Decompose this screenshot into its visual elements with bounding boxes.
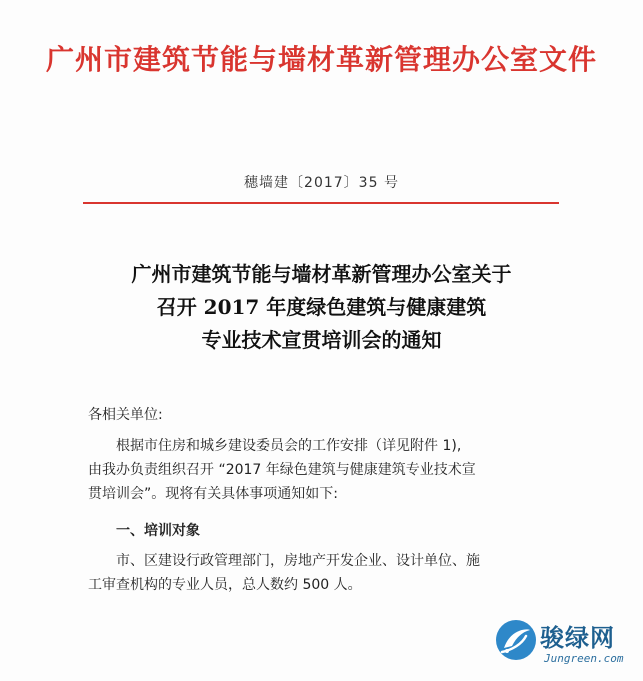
addressee: 各相关单位: xyxy=(88,407,163,423)
leaf-swirl-icon xyxy=(496,620,536,660)
section-heading: 一、培训对象 xyxy=(116,523,200,539)
paragraph-line: 工审查机构的专业人员，总人数约 500 人。 xyxy=(88,577,362,593)
notice-title-line: 专业技术宣贯培训会的通知 xyxy=(201,328,442,352)
document-number: 穗墙建〔2017〕35 号 xyxy=(244,175,399,191)
paragraph-line: 贯培训会”。现将有关具体事项通知如下: xyxy=(88,486,338,502)
header-divider xyxy=(83,202,559,204)
notice-title-line: 召开 2017 年度绿色建筑与健康建筑 xyxy=(156,295,487,319)
paragraph-2 xyxy=(88,549,558,597)
watermark xyxy=(496,618,638,676)
paragraph-1 xyxy=(88,434,558,506)
notice-title xyxy=(0,258,643,357)
paragraph-line: 市、区建设行政管理部门，房地产开发企业、设计单位、施 xyxy=(116,553,480,569)
notice-title-line: 广州市建筑节能与墙材革新管理办公室关于 xyxy=(131,262,512,286)
watermark-url: Jungreen.com xyxy=(544,652,624,665)
document-header-title: 广州市建筑节能与墙材革新管理办公室文件 xyxy=(45,43,597,76)
paragraph-line: 根据市住房和城乡建设委员会的工作安排（详见附件 1), xyxy=(116,438,462,454)
watermark-name: 骏绿网 xyxy=(540,624,615,652)
paragraph-line: 由我办负责组织召开 “2017 年绿色建筑与健康建筑专业技术宣 xyxy=(88,462,476,478)
